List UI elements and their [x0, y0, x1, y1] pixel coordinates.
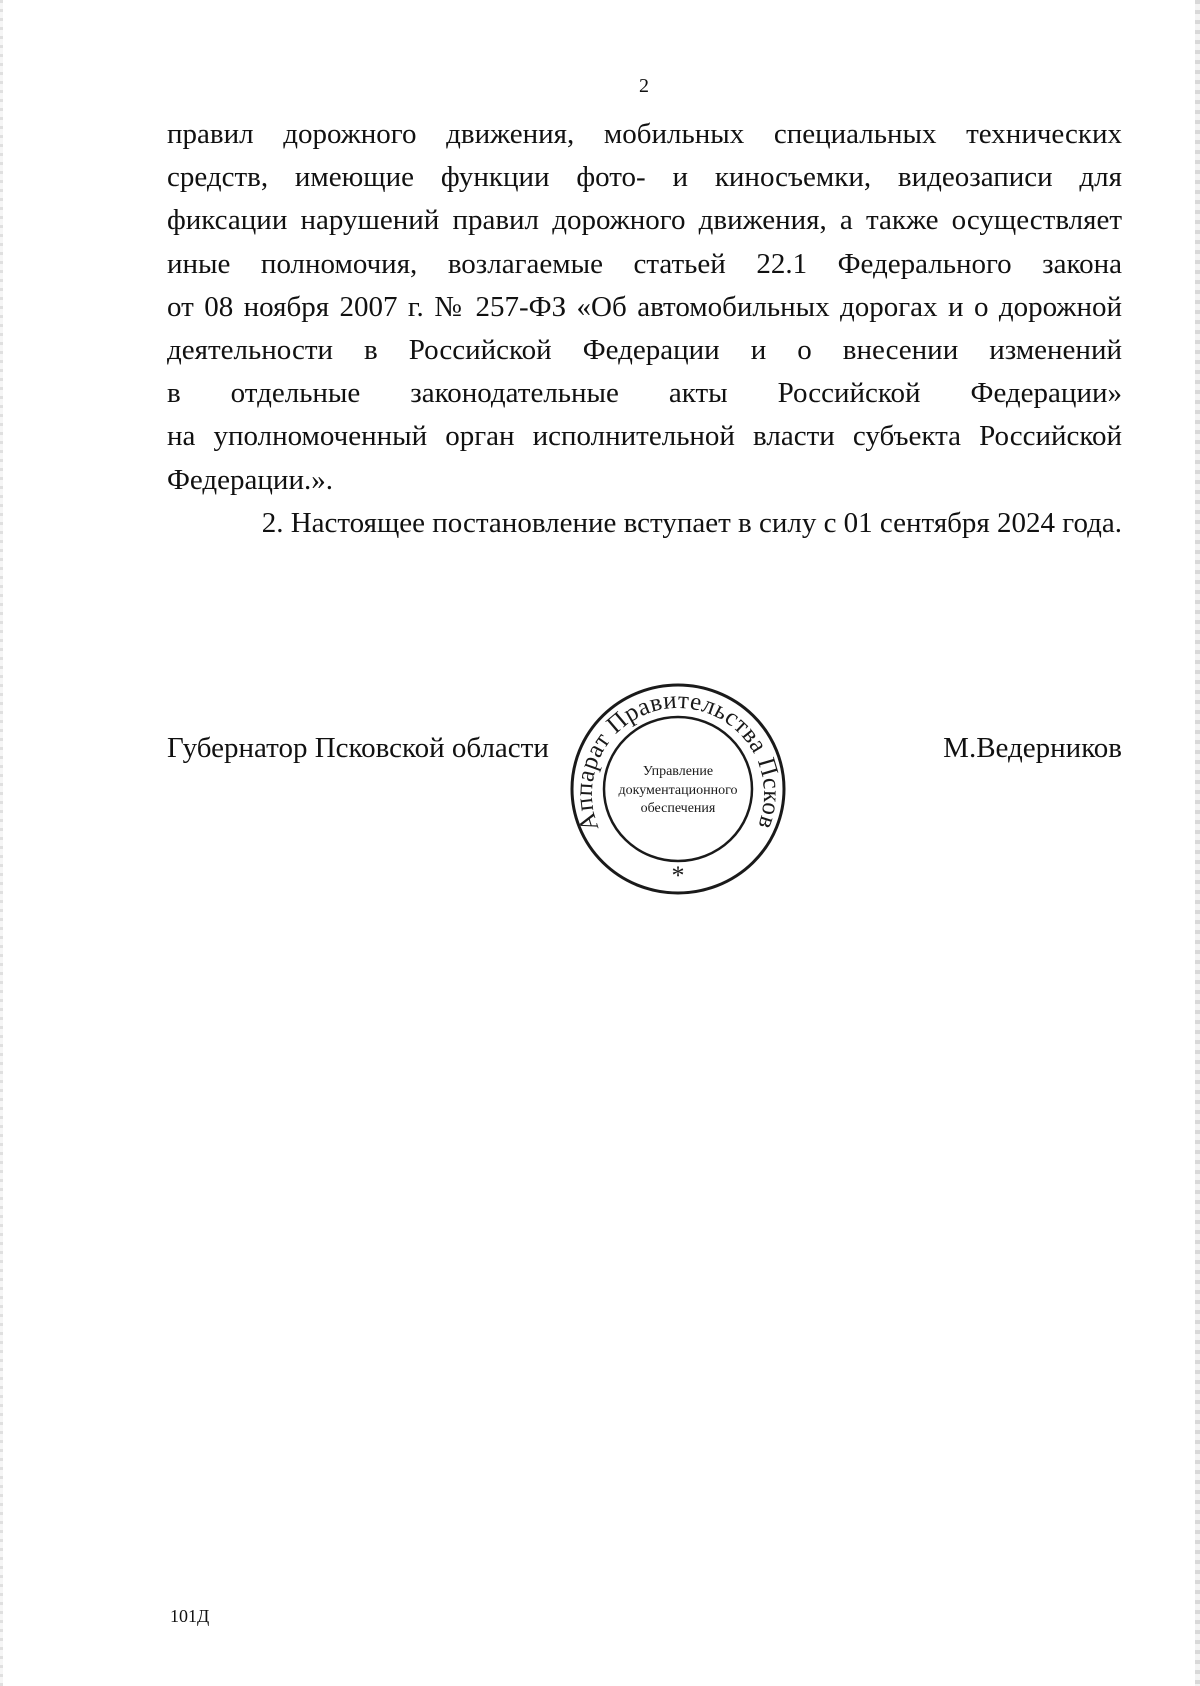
- paragraph-line: фиксации нарушений правил дорожного движения, а также осуществляет: [167, 204, 1122, 237]
- scan-edge-left: [0, 0, 3, 1686]
- paragraph-line: средств, имеющие функции фото- и киносъемки, видеозаписи для: [167, 161, 1122, 194]
- page-number: 2: [639, 75, 649, 97]
- paragraph-2: [167, 502, 1122, 545]
- paragraph-line: деятельности в Российской Федерации и о внесении изменений: [167, 334, 1122, 367]
- seal-center-line: обеспечения: [640, 801, 716, 816]
- scan-edge-right: [1195, 0, 1200, 1686]
- official-seal: [565, 678, 791, 900]
- paragraph-line: Федерации.».: [167, 463, 333, 496]
- seal-ring-text: Аппарат Правительства Псков: [570, 686, 786, 835]
- seal-star: *: [671, 861, 685, 890]
- paragraph-line: от 08 ноября 2007 г. № 257-ФЗ «Об автомобильных дорогах и о дорожной: [167, 290, 1122, 323]
- signatory-position: Губернатор Псковской области: [167, 732, 549, 764]
- paragraph-1: [167, 113, 1122, 502]
- paragraph-line: 2. Настоящее постановление вступает в силу с 01 сентября 2024 года.: [261, 506, 1122, 539]
- seal-center-line: Управление: [642, 764, 714, 779]
- paragraph-line: иные полномочия, возлагаемые статьей 22.1 Федерального закона: [167, 247, 1122, 280]
- signatory-name: М.Ведерников: [943, 732, 1122, 764]
- paragraph-line: правил дорожного движения, мобильных специальных технических: [167, 118, 1122, 150]
- footer-code: 101Д: [170, 1606, 210, 1626]
- body-text: [167, 113, 1122, 545]
- seal-graphic: [565, 678, 791, 900]
- seal-center-line: документационного: [618, 783, 738, 798]
- paragraph-line: в отдельные законодательные акты Российской Федерации»: [167, 377, 1122, 410]
- paragraph-line: на уполномоченный орган исполнительной власти субъекта Российской: [167, 420, 1122, 453]
